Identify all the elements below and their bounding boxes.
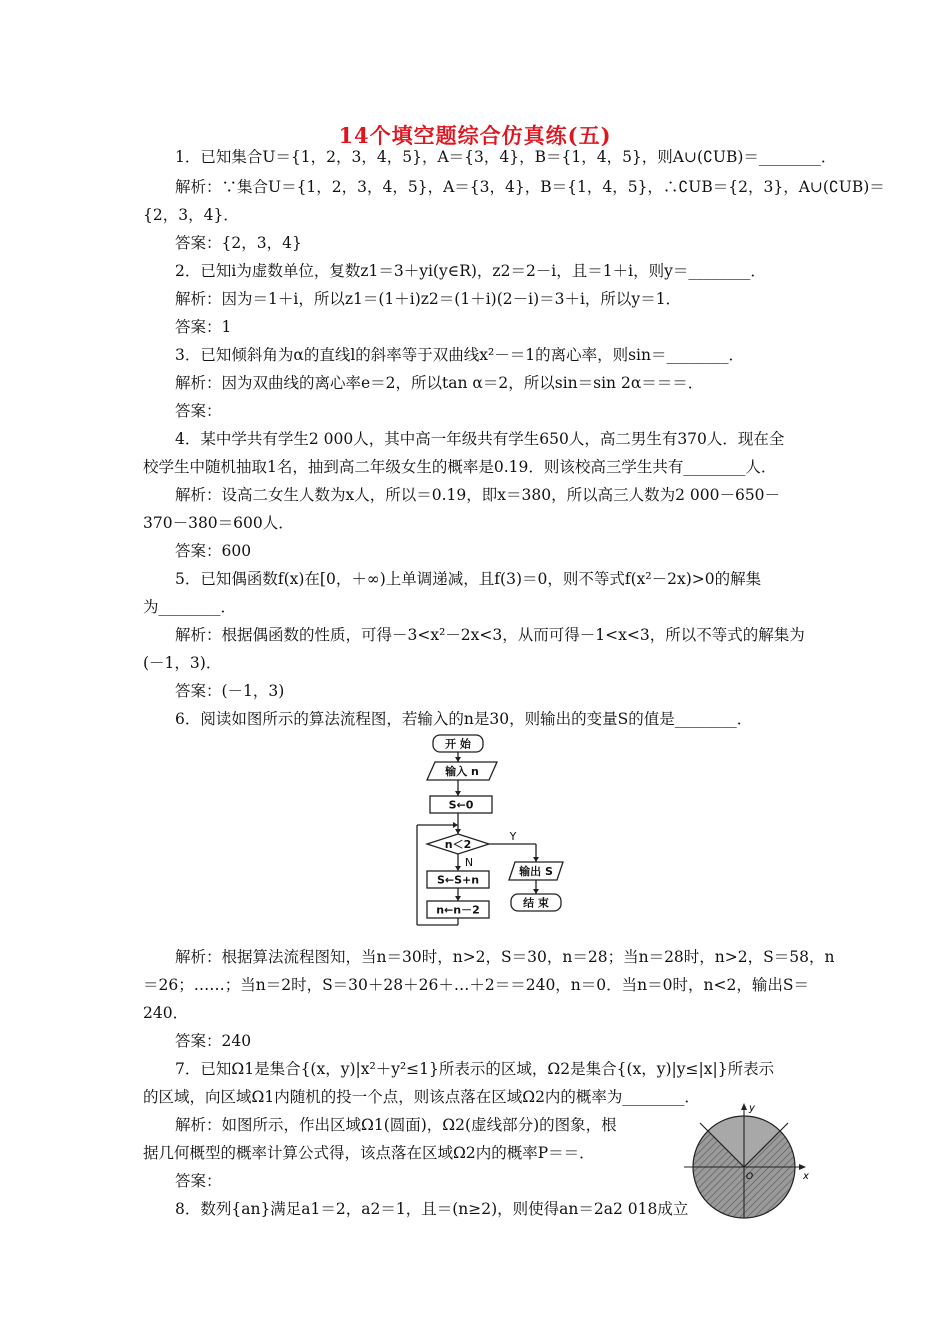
q7-solution: 解析：如图所示，作出区域Ω1(圆面)，Ω2(虚线部分)的图象，根	[175, 1116, 617, 1134]
flowchart-end-label: 结 束	[523, 896, 549, 910]
q6-solution-cont: ＝26；……；当n＝2时，S＝30＋28＋26＋…＋2＝＝240，n＝0．当n＝0时，n<2，输出S＝	[143, 976, 809, 994]
q4-text-cont: 校学生中随机抽取1名，抽到高二年级女生的概率是0.19．则该校高三学生共有________人．	[143, 458, 777, 476]
region-figure	[680, 1100, 810, 1220]
q6-solution: 解析：根据算法流程图知，当n＝30时，n>2，S＝30，n＝28；当n＝28时，n>2，S＝58，n	[175, 948, 835, 966]
q3-text: 3．已知倾斜角为α的直线l的斜率等于双曲线x²－＝1的离心率，则sin＝________．	[175, 346, 744, 364]
q4-solution: 解析：设高二女生人数为x人，所以＝0.19，即x＝380，所以高三人数为2 000－650－	[175, 486, 781, 504]
q7-solution-cont: 据几何概型的概率计算公式得，该点落在区域Ω2内的概率P＝＝．	[143, 1144, 595, 1162]
y-axis-label: y	[749, 1103, 755, 1114]
q7-answer: 答案：	[175, 1172, 222, 1190]
flowchart-start-label: 开 始	[445, 737, 471, 751]
q7-text-cont: 的区域，向区域Ω1内随机的投一个点，则该点落在区域Ω2内的概率为________．	[143, 1088, 700, 1106]
q3-solution: 解析：因为双曲线的离心率e＝2，所以tan α＝2，所以sin＝sin 2α＝＝＝．	[175, 374, 704, 392]
flowchart-input-label: 输入 n	[445, 765, 479, 778]
q5-answer: 答案：(－1，3)	[175, 682, 285, 700]
q4-answer: 答案：600	[175, 542, 252, 560]
q5-solution-cont: (－1，3)．	[143, 654, 222, 672]
q1-text: 1．已知集合U＝{1，2，3，4，5}，A＝{3，4}，B＝{1，4，5}，则A∪(∁UB)＝________．	[175, 148, 837, 166]
q6-solution-cont2: 240．	[143, 1004, 189, 1022]
q8-text: 8．数列{an}满足a1＝2，a2＝1，且＝(n≥2)，则使得an＝2a2 018成立	[175, 1200, 689, 1218]
x-axis-label: x	[803, 1171, 809, 1182]
q7-text: 7．已知Ω1是集合{(x，y)|x²＋y²≤1}所表示的区域，Ω2是集合{(x，y)|y≤|x|}所表示	[175, 1060, 775, 1078]
q4-text: 4．某中学共有学生2 000人，其中高一年级共有学生650人，高二男生有370人．现在全	[175, 430, 785, 448]
q6-text: 6．阅读如图所示的算法流程图，若输入的n是30，则输出的变量S的值是________．	[175, 710, 753, 728]
flowchart-output-label: 输出 S	[519, 865, 553, 878]
flowchart-init-label: S←0	[448, 798, 474, 812]
page-title: 14个填空题综合仿真练(五)	[338, 123, 612, 148]
flowchart-no-label: N	[464, 856, 474, 869]
q2-text: 2．已知i为虚数单位，复数z1＝3＋yi(y∈R)，z2＝2－i，且＝1＋i，则y＝________．	[175, 262, 766, 280]
flowchart-figure	[405, 730, 575, 930]
q1-answer: 答案：{2，3，4}	[175, 234, 302, 252]
q6-answer: 答案：240	[175, 1032, 252, 1050]
q1-solution: 解析：∵集合U＝{1，2，3，4，5}，A＝{3，4}，B＝{1，4，5}，∴∁UB＝{2，3}，A∪(∁UB)＝	[175, 178, 885, 196]
q3-answer: 答案：	[175, 402, 222, 420]
flowchart-yes-label: Y	[509, 830, 517, 843]
flowchart-step2-label: n←n－2	[436, 903, 480, 917]
flowchart-condition-label: n＜2	[444, 838, 472, 851]
q5-text-cont: 为________．	[143, 598, 237, 616]
q5-solution: 解析：根据偶函数的性质，可得－3<x²－2x<3，从而可得－1<x<3，所以不等式的解集为	[175, 626, 805, 644]
flowchart-step1-label: S←S+n	[436, 873, 480, 887]
q2-answer: 答案：1	[175, 318, 232, 336]
origin-label: O	[746, 1172, 754, 1182]
q2-solution: 解析：因为＝1＋i，所以z1＝(1＋i)z2＝(1＋i)(2－i)＝3＋i，所以y＝1．	[175, 290, 682, 308]
q5-text: 5．已知偶函数f(x)在[0，＋∞)上单调递减，且f(3)＝0，则不等式f(x²－2x)>0的解集	[175, 570, 762, 588]
q4-solution-cont: 370－380＝600人．	[143, 514, 294, 532]
q1-solution-cont: {2，3，4}．	[143, 206, 239, 224]
